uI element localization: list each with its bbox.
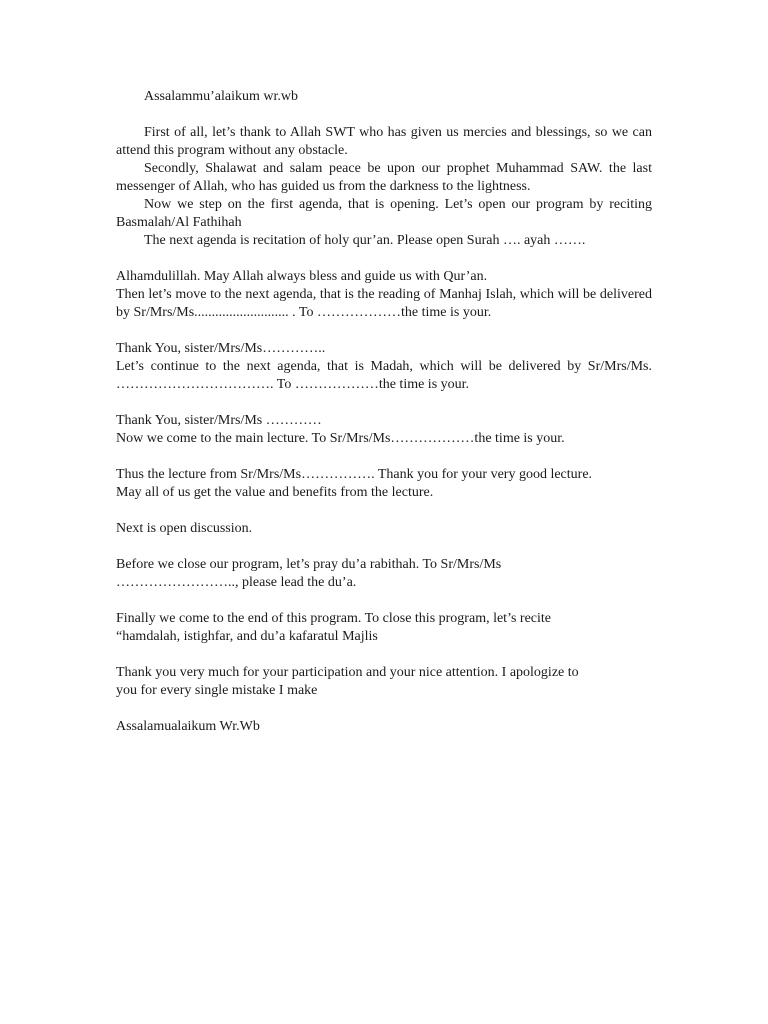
- apology-line-2: you for every single mistake I make: [116, 683, 318, 698]
- prayer-line-2: …………………….., please lead the du’a.: [116, 575, 357, 590]
- lecture-thanks-line: Thus the lecture from Sr/Mrs/Ms……………. Thank you for your very good lecture.: [116, 467, 593, 482]
- open-discussion-line: Next is open discussion.: [116, 521, 253, 536]
- manhaj-islah-agenda: Then let’s move to the next agenda, that is the reading of Manhaj Islah, which will be delivered by Sr/Mrs/Ms........................... . To ………………the time is your.: [116, 287, 652, 320]
- opening-paragraph-agenda-opening: Now we step on the first agenda, that is opening. Let’s open our program by reciting Basmalah/Al Fathihah: [116, 197, 652, 230]
- madah-agenda: Let’s continue to the next agenda, that is Madah, which will be delivered by Sr/Mrs/Ms. ……………………………. To ………………the time is your.: [116, 359, 652, 392]
- thanks-before-lecture: Thank You, sister/Mrs/Ms …………: [116, 413, 322, 428]
- main-lecture-agenda: Now we come to the main lecture. To Sr/Mrs/Ms………………the time is your.: [116, 431, 565, 446]
- closing-line-1: Finally we come to the end of this program. To close this program, let’s recite: [116, 611, 551, 626]
- thanks-before-madah: Thank You, sister/Mrs/Ms…………..: [116, 341, 326, 356]
- farewell-line: Assalamualaikum Wr.Wb: [116, 719, 260, 734]
- prayer-line-1: Before we close our program, let’s pray du’a rabithah. To Sr/Mrs/Ms: [116, 557, 502, 572]
- closing-line-2: “hamdalah, istighfar, and du’a kafaratul Majlis: [116, 629, 378, 644]
- opening-paragraph-shalawat: Secondly, Shalawat and salam peace be upon our prophet Muhammad SAW. the last messenger of Allah, who has guided us from the darkness to the lightness.: [116, 161, 652, 194]
- opening-paragraph-recitation: The next agenda is recitation of holy qur’an. Please open Surah …. ayah …….: [144, 233, 586, 248]
- apology-line-1: Thank you very much for your participation and your nice attention. I apologize to: [116, 665, 579, 680]
- greeting: Assalammu’alaikum wr.wb: [144, 89, 298, 104]
- quran-blessing-line: Alhamdulillah. May Allah always bless and guide us with Qur’an.: [116, 269, 488, 284]
- opening-paragraph-thanks: First of all, let’s thank to Allah SWT who has given us mercies and blessings, so we can attend this program without any obstacle.: [116, 125, 652, 158]
- lecture-benefits-line: May all of us get the value and benefits from the lecture.: [116, 485, 434, 500]
